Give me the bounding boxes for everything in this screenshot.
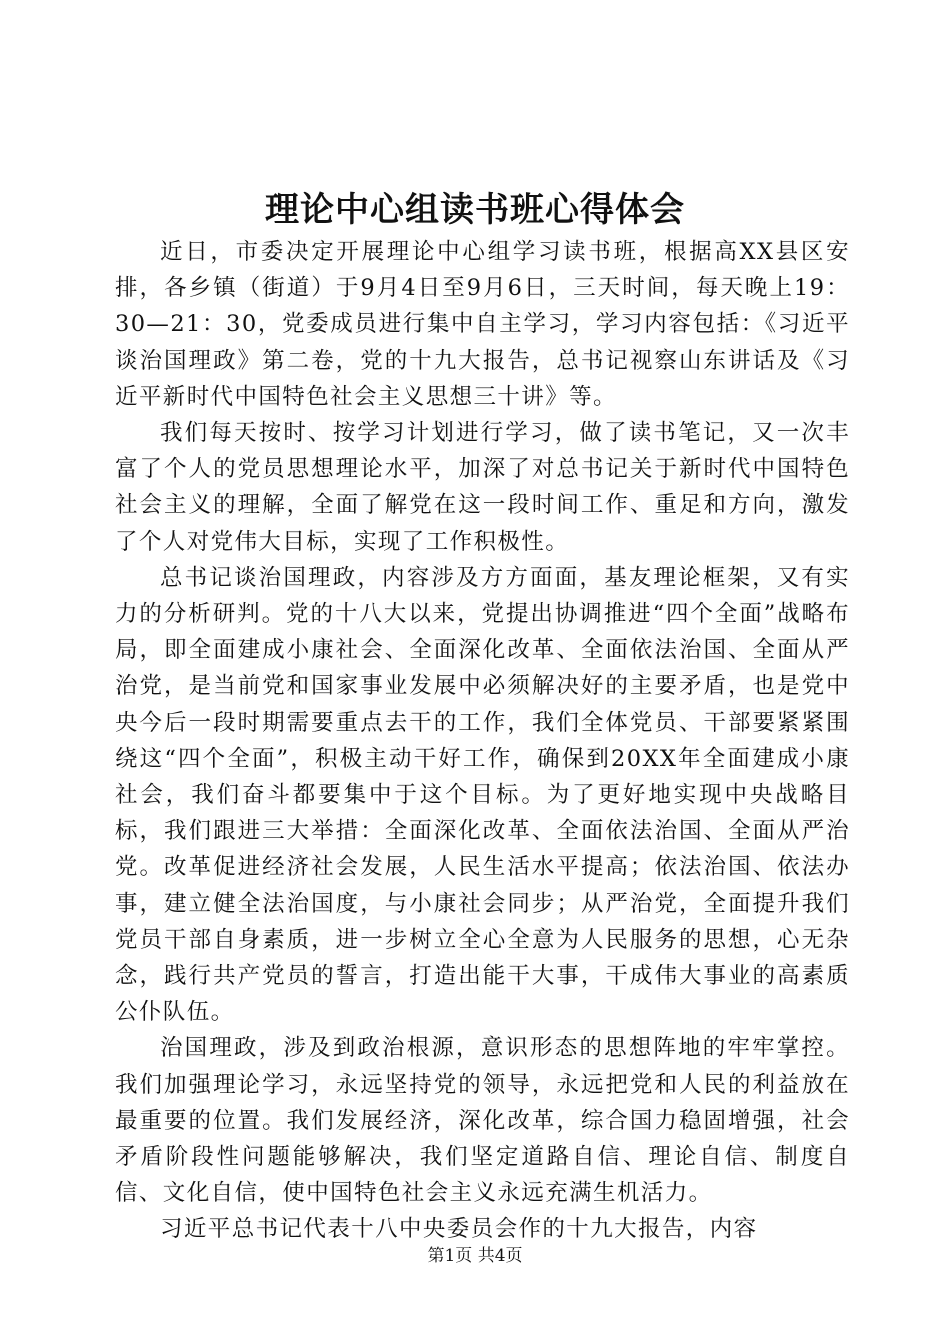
paragraph: 总书记谈治国理政，内容涉及方方面面，基友理论框架，又有实力的分析研判。党的十八大以来，党提出协调推进“四个全面”战略布局，即全面建成小康社会、全面深化改革、全面依法治国、全面从严治党，是当前党和国家事业发展中必须解决好的主要矛盾，也是党中央今后一段时期需要重点去干的工作，我们全体党员、干部要紧紧围绕这“四个全面”，积极主动干好工作，确保到20XX年全面建成小康社会，我们奋斗都要集中于这个目标。为了更好地实现中央战略目标，我们跟进三大举措：全面深化改革、全面依法治国、全面从严治党。改革促进经济社会发展，人民生活水平提高；依法治国、依法办事，建立健全法治国度，与小康社会同步；从严治党，全面提升我们党员干部自身素质，进一步树立全心全意为人民服务的思想，心无杂念，践行共产党员的誓言，打造出能干大事，干成伟大事业的高素质公仆队伍。: [115, 564, 850, 1026]
paragraph: 近日，市委决定开展理论中心组学习读书班，根据高XX县区安排，各乡镇（街道）于9月4日至9月6日，三天时间，每天晚上19：30—21：30，党委成员进行集中自主学习，学习内容包括：《习近平谈治国理政》第二卷，党的十九大报告，总书记视察山东讲话及《习近平新时代中国特色社会主义思想三十讲》等。: [115, 239, 850, 410]
paragraph: 习近平总书记代表十八中央委员会作的十九大报告，内容: [160, 1216, 758, 1243]
page-footer: 第1页 共4页: [427, 1246, 523, 1266]
document-body: [115, 234, 850, 1248]
paragraph: 我们每天按时、按学习计划进行学习，做了读书笔记，又一次丰富了个人的党员思想理论水平，加深了对总书记关于新时代中国特色社会主义的理解，全面了解党在这一段时间工作、重足和方向，激发了个人对党伟大目标，实现了工作积极性。: [115, 420, 850, 555]
paragraph: 治国理政，涉及到政治根源，意识形态的思想阵地的牢牢掌控。我们加强理论学习，永远坚持党的领导，永远把党和人民的利益放在最重要的位置。我们发展经济，深化改革，综合国力稳固增强，社会矛盾阶段性问题能够解决，我们坚定道路自信、理论自信、制度自信、文化自信，使中国特色社会主义永远充满生机活力。: [115, 1035, 850, 1207]
document-title: 理论中心组读书班心得体会: [265, 190, 685, 230]
